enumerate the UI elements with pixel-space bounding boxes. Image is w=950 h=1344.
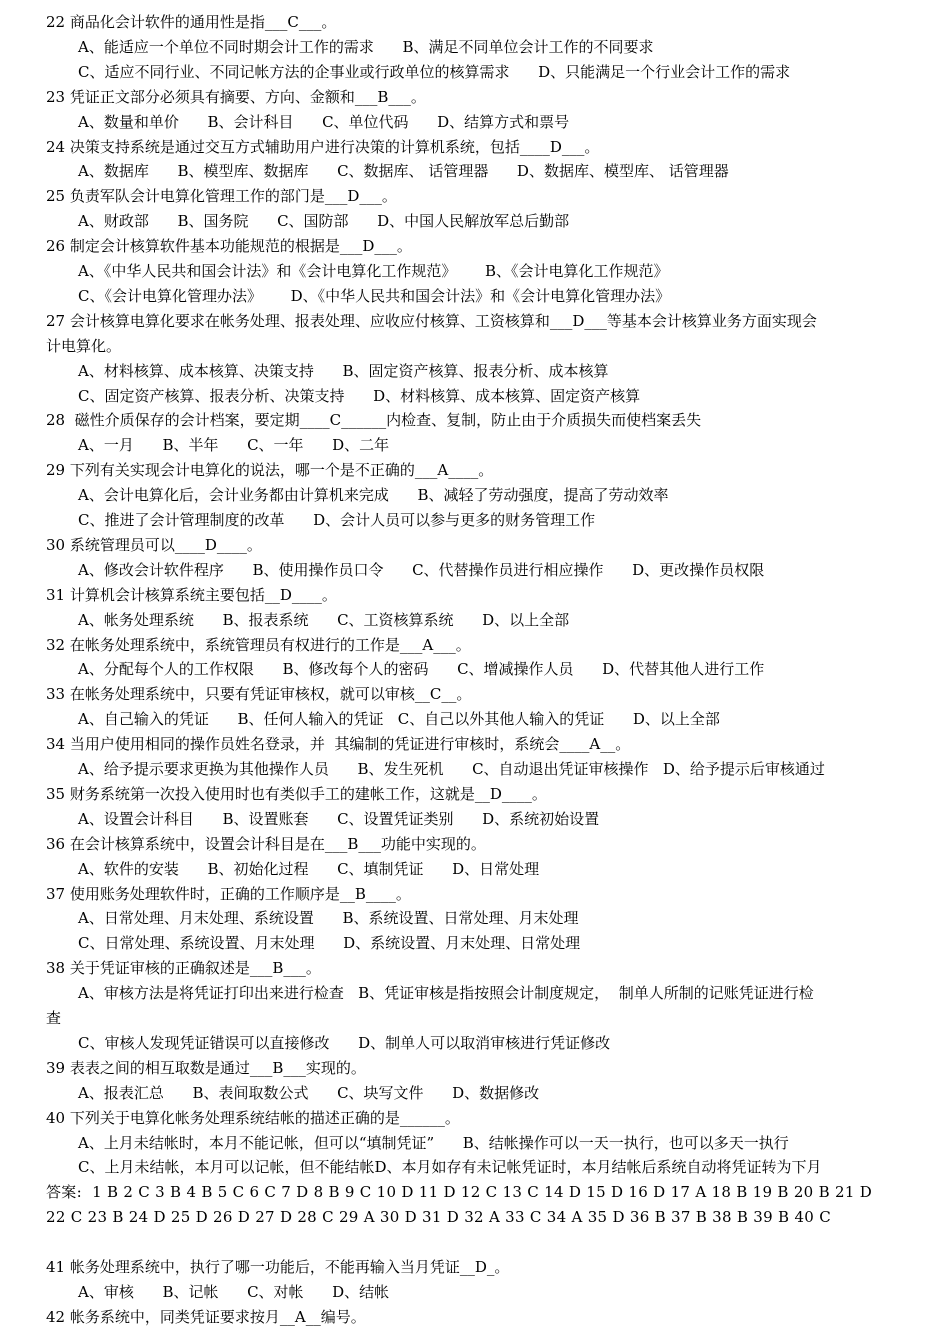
question-line: 计电算化。 — [46, 336, 122, 355]
question-line: 35 财务系统第一次投入使用时也有类似手工的建帐工作，这就是__D____。 — [46, 784, 547, 803]
option-line: A、上月未结帐时，本月不能记帐，但可以“填制凭证” B、结帐操作可以一天一执行，也可以多天一执行 — [78, 1133, 789, 1152]
question-line: 查 — [46, 1009, 62, 1027]
option-line: A、自己输入的凭证 B、任何人输入的凭证 C、自己以外其他人输入的凭证 D、以上全部 — [78, 710, 720, 729]
option-line: A、财政部 B、国务院 C、国防部 D、中国人民解放军总后勤部 — [78, 212, 570, 231]
question-line: 27 会计核算电算化要求在帐务处理、报表处理、应收应付核算、工资核算和___D___等基本会计核算业务方面实现会 — [46, 311, 817, 330]
question-line: 41 帐务处理系统中，执行了哪一功能后，不能再输入当月凭证__D_。 — [46, 1258, 510, 1276]
option-line: A、分配每个人的工作权限 B、修改每个人的密码 C、增减操作人员 D、代替其他人进行工作 — [78, 660, 765, 679]
question-line: 37 使用账务处理软件时，正确的工作顺序是__B____。 — [46, 884, 411, 903]
question-line: 40 下列关于电算化帐务处理系统结帐的描述正确的是______。 — [46, 1108, 460, 1127]
question-line: 26 制定会计核算软件基本功能规范的根据是___D___。 — [46, 237, 412, 256]
question-line: 39 表表之间的相互取数是通过___B___实现的。 — [46, 1058, 366, 1077]
option-line: A、报表汇总 B、表间取数公式 C、块写文件 D、数据修改 — [78, 1083, 540, 1102]
option-line: A、数据库 B、模型库、数据库 C、数据库、 话管理器 D、数据库、模型库、 话管理器 — [78, 162, 729, 181]
option-line: A、修改会计软件程序 B、使用操作员口令 C、代替操作员进行相应操作 D、更改操作员权限 — [78, 560, 765, 579]
question-line: 24 决策支持系统是通过交互方式辅助用户进行决策的计算机系统，包括____D___。 — [46, 137, 600, 156]
option-line: A、给予提示要求更换为其他操作人员 B、发生死机 C、自动退出凭证审核操作 D、给予提示后审核通过 — [78, 760, 825, 778]
option-line: A、日常处理、月末处理、系统设置 B、系统设置、日常处理、月末处理 — [78, 909, 579, 928]
question-line: 22 商品化会计软件的通用性是指___C___。 — [46, 13, 337, 31]
option-line: A、材料核算、成本核算、决策支持 B、固定资产核算、报表分析、成本核算 — [78, 361, 609, 380]
option-line: A、数量和单价 B、会计科目 C、单位代码 D、结算方式和票号 — [78, 112, 570, 131]
question-line: 23 凭证正文部分必须具有摘要、方向、金额和___B___。 — [46, 87, 426, 106]
option-line: C、日常处理、系统设置、月末处理 D、系统设置、月末处理、日常处理 — [78, 934, 581, 953]
answer-line: 答案: 1 B 2 C 3 B 4 B 5 C 6 C 7 D 8 B 9 C 10 D 11 D 12 C 13 C 14 D 15 D 16 D 17 A 18 B 19 B 20 B 21 D — [46, 1183, 873, 1202]
option-line: A、能适应一个单位不同时期会计工作的需求 B、满足不同单位会计工作的不同要求 — [78, 37, 654, 56]
option-line: C、《会计电算化管理办法》 D、《中华人民共和国会计法》和《会计电算化管理办法》 — [78, 286, 671, 305]
answer-line: 22 C 23 B 24 D 25 D 26 D 27 D 28 C 29 A 30 D 31 D 32 A 33 C 34 A 35 D 36 B 37 B 38 B 39 B 40 C — [46, 1208, 831, 1227]
question-line: 31 计算机会计核算系统主要包括__D____。 — [46, 585, 337, 604]
option-line: C、推进了会计管理制度的改革 D、会计人员可以参与更多的财务管理工作 — [78, 511, 596, 529]
question-line: 34 当用户使用相同的操作员姓名登录，并 其编制的凭证进行审核时，系统会____A__。 — [46, 735, 631, 754]
option-line: C、固定资产核算、报表分析、决策支持 D、材料核算、成本核算、固定资产核算 — [78, 386, 641, 405]
option-line: A、软件的安装 B、初始化过程 C、填制凭证 D、日常处理 — [78, 859, 540, 878]
option-line: C、上月未结帐，本月可以记帐，但不能结帐D、本月如存有未记帐凭证时，本月结帐后系统自动将凭证转为下月 — [78, 1158, 822, 1177]
option-line: A、审核方法是将凭证打印出来进行检查 B、凭证审核是指按照会计制度规定， 制单人所制的记账凭证进行检 — [78, 984, 814, 1003]
question-line: 32 在帐务处理系统中，系统管理员有权进行的工作是___A___。 — [46, 635, 471, 654]
question-line: 29 下列有关实现会计电算化的说法，哪一个是不正确的___A____。 — [46, 461, 494, 480]
question-line: 30 系统管理员可以____D____。 — [46, 535, 262, 554]
option-line: A、帐务处理系统 B、报表系统 C、工资核算系统 D、以上全部 — [78, 610, 570, 629]
option-line: C、审核人发现凭证错误可以直接修改 D、制单人可以取消审核进行凭证修改 — [78, 1033, 611, 1052]
question-line: 42 帐务系统中，同类凭证要求按月__A__编号。 — [46, 1307, 366, 1326]
option-line: C、适应不同行业、不同记帐方法的企事业或行政单位的核算需求 D、只能满足一个行业会计工作的需求 — [78, 62, 791, 81]
question-line: 36 在会计核算系统中，设置会计科目是在___B___功能中实现的。 — [46, 834, 486, 853]
option-line: A、《中华人民共和国会计法》和《会计电算化工作规范》 B、《会计电算化工作规范》 — [78, 262, 669, 280]
question-line: 25 负责军队会计电算化管理工作的部门是___D___。 — [46, 187, 397, 206]
question-line: 28 磁性介质保存的会计档案，要定期____C______内检查、复制，防止由于介质损失而使档案丢失 — [46, 411, 702, 430]
option-line: A、审核 B、记帐 C、对帐 D、结帐 — [78, 1282, 390, 1301]
question-line: 33 在帐务处理系统中，只要有凭证审核权，就可以审核__C__。 — [46, 685, 472, 704]
question-line: 38 关于凭证审核的正确叙述是___B___。 — [46, 959, 321, 978]
option-line: A、设置会计科目 B、设置账套 C、设置凭证类别 D、系统初始设置 — [78, 809, 600, 828]
option-line: A、一月 B、半年 C、一年 D、二年 — [78, 436, 390, 455]
option-line: A、会计电算化后，会计业务都由计算机来完成 B、减轻了劳动强度，提高了劳动效率 — [78, 486, 669, 505]
